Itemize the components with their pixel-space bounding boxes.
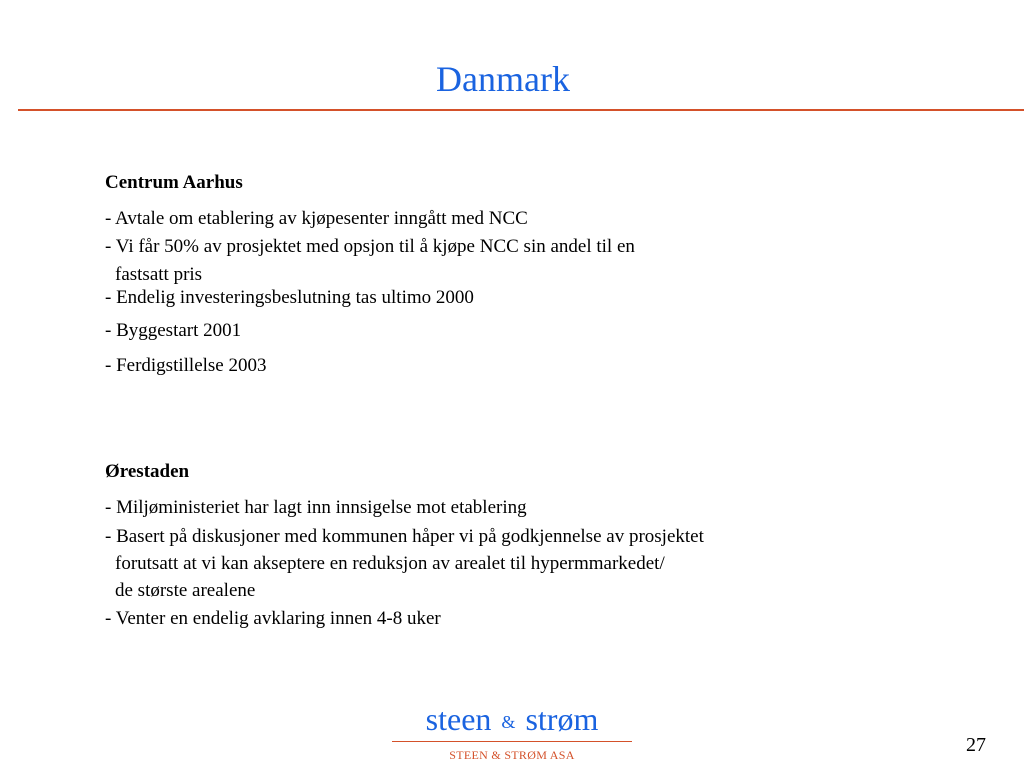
brand-ampersand: & (501, 712, 516, 732)
page-number: 27 (966, 734, 986, 756)
brand-word-steen: steen (425, 701, 492, 737)
section-heading: Ørestaden (105, 461, 190, 482)
bullet-line: - Basert på diskusjoner med kommunen håper vi på godkjennelse av prosjektet (105, 526, 704, 547)
brand-divider (392, 741, 632, 742)
company-name: STEEN & STRØM ASA (449, 748, 575, 762)
bullet-line: - Avtale om etablering av kjøpesenter inngått med NCC (105, 208, 528, 229)
section-orestaden (105, 461, 925, 641)
bullet-continuation: de største arealene (115, 580, 256, 601)
title-divider (18, 109, 1024, 111)
bullet-line: - Vi får 50% av prosjektet med opsjon til å kjøpe NCC sin andel til en (105, 236, 635, 257)
brand-logo (392, 700, 632, 743)
brand-word-strom: strøm (525, 701, 599, 737)
bullet-line: - Venter en endelig avklaring innen 4-8 uker (105, 608, 441, 629)
bullet-line: - Miljøministeriet har lagt inn innsigelse mot etablering (105, 497, 527, 518)
bullet-continuation: forutsatt at vi kan akseptere en reduksjon av arealet til hypermmarkedet/ (115, 553, 665, 574)
section-centrum-aarhus (105, 172, 925, 382)
slide-title: Danmark (436, 59, 570, 99)
bullet-line: - Byggestart 2001 (105, 320, 242, 341)
bullet-line: - Ferdigstillelse 2003 (105, 355, 267, 376)
section-heading: Centrum Aarhus (105, 172, 243, 193)
bullet-continuation: fastsatt pris (115, 264, 203, 285)
bullet-line: - Endelig investeringsbeslutning tas ultimo 2000 (105, 287, 474, 308)
